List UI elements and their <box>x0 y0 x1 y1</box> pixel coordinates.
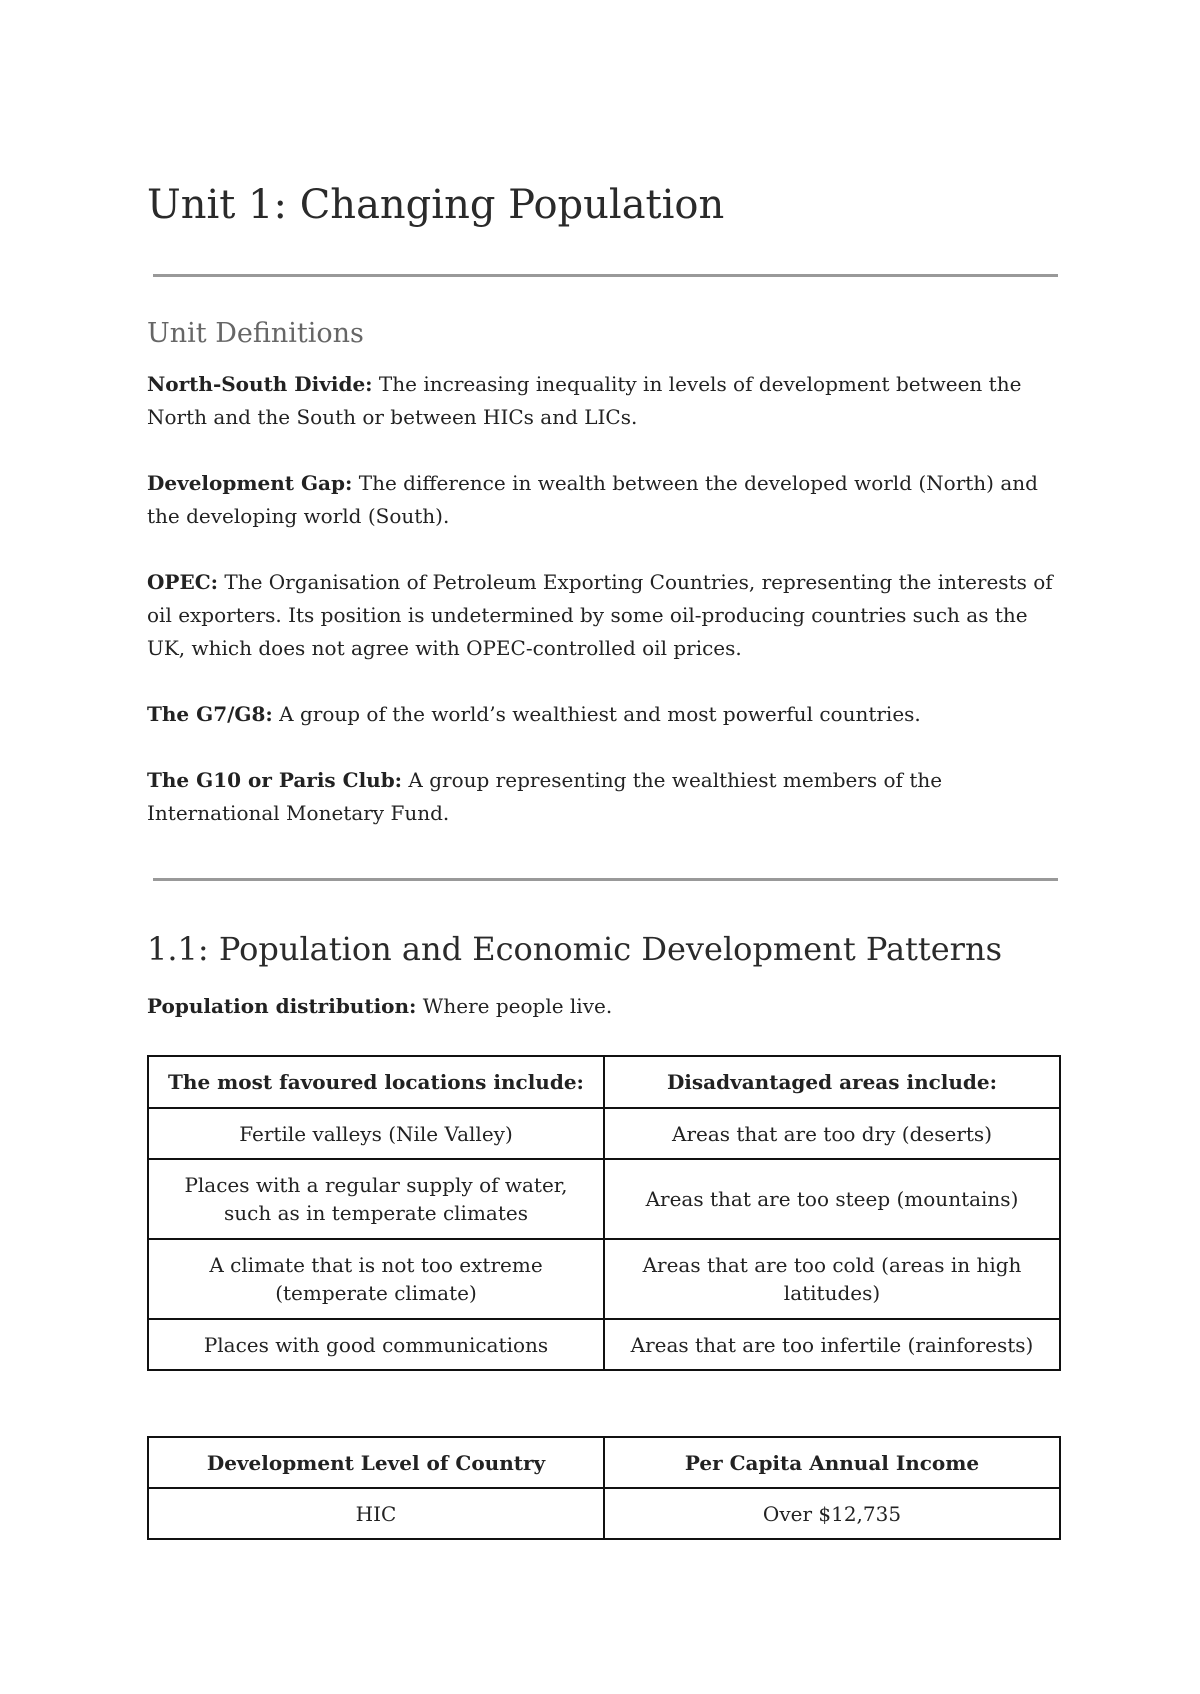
page-title: Unit 1: Changing Population <box>147 182 725 228</box>
definition-text: Where people live. <box>416 994 613 1018</box>
locations-table <box>147 1055 1061 1371</box>
table-cell: Areas that are too dry (deserts) <box>604 1108 1060 1159</box>
definition-term: Population distribution: <box>147 994 417 1018</box>
definition-term: The G10 or Paris Club: <box>147 768 403 792</box>
table-header-row <box>148 1437 1060 1488</box>
horizontal-divider <box>153 878 1058 881</box>
table-cell: HIC <box>148 1488 604 1539</box>
table-row <box>148 1108 1060 1159</box>
definition-north-south-divide <box>147 368 1059 434</box>
definition-text: A group of the world’s wealthiest and most powerful countries. <box>272 702 921 726</box>
definition-text: The increasing inequality in levels of development between the North and the South or between HICs and LICs. <box>147 372 1022 429</box>
definition-term: The G7/G8: <box>147 702 273 726</box>
definition-g7-g8 <box>147 698 1059 731</box>
table-header-cell: Development Level of Country <box>148 1437 604 1488</box>
table-row <box>148 1319 1060 1370</box>
definition-term: North-South Divide: <box>147 372 373 396</box>
table-cell: Over $12,735 <box>604 1488 1060 1539</box>
table-cell: Places with a regular supply of water, such as in temperate climates <box>148 1159 604 1239</box>
table-row <box>148 1488 1060 1539</box>
definitions-list <box>147 368 1059 863</box>
income-table <box>147 1436 1061 1540</box>
definition-term: Development Gap: <box>147 471 353 495</box>
table-header-row <box>148 1056 1060 1108</box>
table-row <box>148 1159 1060 1239</box>
definition-g10-paris-club <box>147 764 1059 830</box>
table-cell: Fertile valleys (Nile Valley) <box>148 1108 604 1159</box>
definition-text: The difference in wealth between the developed world (North) and the developing world (South). <box>147 471 1038 528</box>
definition-opec <box>147 566 1059 665</box>
table-cell: Areas that are too infertile (rainforests) <box>604 1319 1060 1370</box>
section-title: 1.1: Population and Economic Development Patterns <box>147 930 1002 968</box>
horizontal-divider <box>153 274 1058 277</box>
table-cell: Areas that are too cold (areas in high latitudes) <box>604 1239 1060 1319</box>
table-cell: A climate that is not too extreme (temperate climate) <box>148 1239 604 1319</box>
table-cell: Places with good communications <box>148 1319 604 1370</box>
definition-text: A group representing the wealthiest members of the International Monetary Fund. <box>147 768 943 825</box>
definition-term: OPEC: <box>147 570 219 594</box>
table-header-cell: Disadvantaged areas include: <box>604 1056 1060 1108</box>
definition-development-gap <box>147 467 1059 533</box>
table-header-cell: Per Capita Annual Income <box>604 1437 1060 1488</box>
definition-text: The Organisation of Petroleum Exporting Countries, representing the interests of oil exporters. Its position is undetermined by some oil-producing countries such as the UK, which does not agree with OPEC-controlled oil prices. <box>147 570 1053 660</box>
definitions-heading: Unit Definitions <box>147 318 364 349</box>
table-row <box>148 1239 1060 1319</box>
table-header-cell: The most favoured locations include: <box>148 1056 604 1108</box>
table-cell: Areas that are too steep (mountains) <box>604 1159 1060 1239</box>
population-distribution-definition <box>147 991 612 1021</box>
